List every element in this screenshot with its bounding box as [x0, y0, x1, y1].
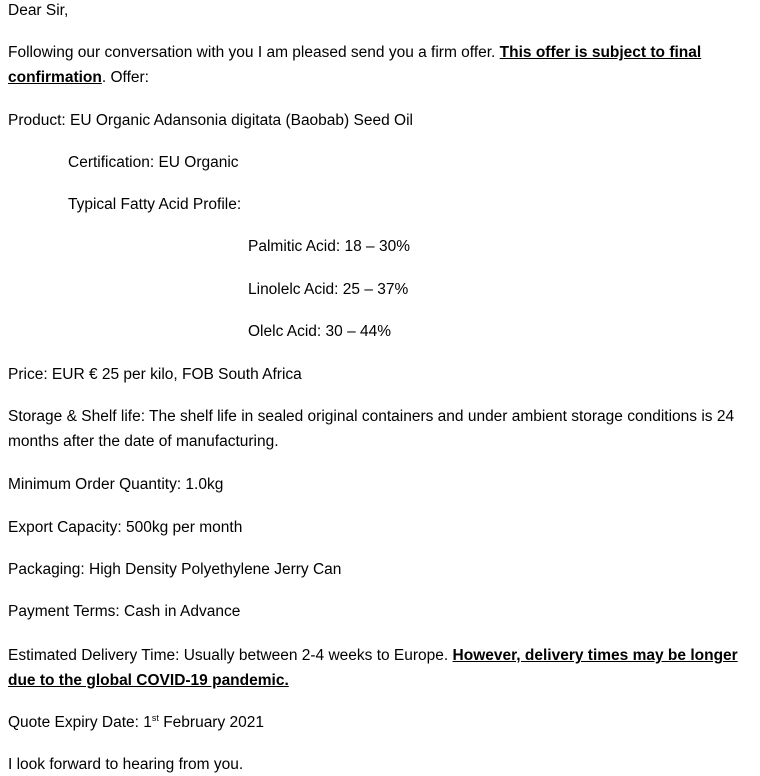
moq-line: Minimum Order Quantity: 1.0kg: [8, 476, 224, 493]
closing-line: I look forward to hearing from you.: [8, 756, 244, 773]
fatty-acid-heading: Typical Fatty Acid Profile:: [68, 196, 242, 213]
product-line: Product: EU Organic Adansonia digitata (Baobab) Seed Oil: [8, 112, 413, 129]
salutation: Dear Sir,: [8, 2, 69, 19]
payment-terms-line: Payment Terms: Cash in Advance: [8, 603, 241, 620]
quote-expiry-ordinal: st: [151, 713, 159, 723]
intro-paragraph: [8, 40, 756, 90]
quote-expiry-line: [8, 713, 264, 733]
fatty-acid-item: Olelc Acid: 30 – 44%: [248, 323, 392, 340]
quote-expiry-suffix: February 2021: [158, 714, 265, 731]
intro-emphasis: This offer is subject to final confirmation: [8, 44, 702, 86]
fatty-acid-item: Palmitic Acid: 18 – 30%: [248, 238, 410, 255]
intro-tail: . Offer:: [101, 69, 149, 86]
certification-line: Certification: EU Organic: [68, 154, 239, 171]
fatty-acid-item: Linolelc Acid: 25 – 37%: [248, 281, 409, 298]
packaging-line: Packaging: High Density Polyethylene Jerry Can: [8, 561, 342, 578]
storage-paragraph: Storage & Shelf life: The shelf life in sealed original containers and under ambient storage conditions is 24 months after the date of manufacturing.: [8, 408, 735, 450]
export-capacity-line: Export Capacity: 500kg per month: [8, 519, 243, 536]
delivery-text: Estimated Delivery Time: Usually between 2-4 weeks to Europe.: [8, 647, 453, 664]
intro-text: Following our conversation with you I am pleased send you a firm offer.: [8, 44, 500, 61]
delivery-paragraph: [8, 643, 756, 693]
price-line: Price: EUR € 25 per kilo, FOB South Africa: [8, 366, 302, 383]
delivery-emphasis: However, delivery times may be longer due to the global COVID-19 pandemic.: [8, 647, 738, 689]
quote-expiry-prefix: Quote Expiry Date: 1: [8, 714, 152, 731]
